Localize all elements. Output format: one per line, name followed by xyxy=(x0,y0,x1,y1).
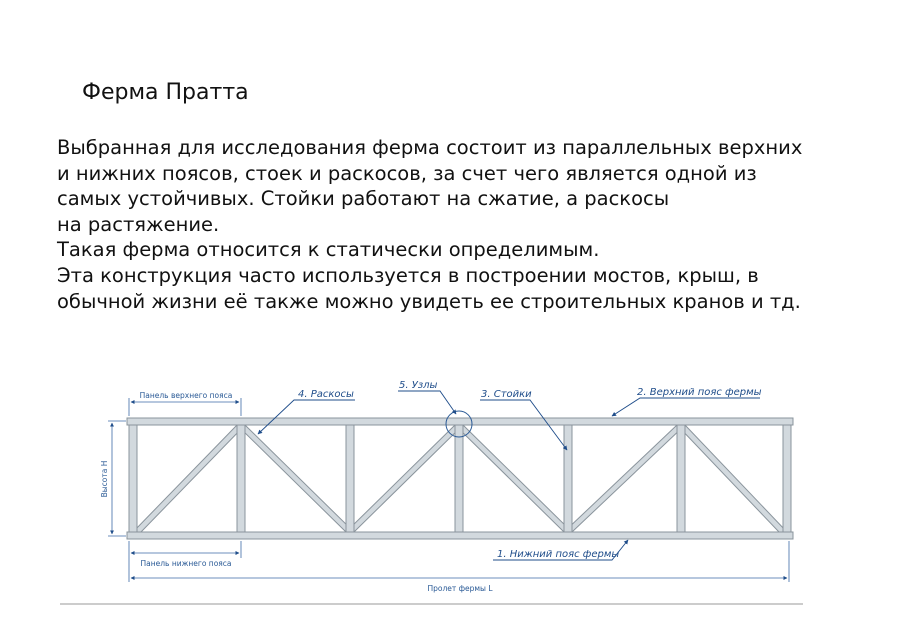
vertical-post xyxy=(237,423,245,534)
paragraph-line: самых устойчивых. Стойки работают на сжатие, а раскосы xyxy=(57,187,670,211)
top-chord-label: 2. Верхний пояс фермы xyxy=(637,387,762,398)
vertical-post xyxy=(346,423,354,534)
diagonal-member xyxy=(133,425,245,532)
diagonal-member xyxy=(455,425,572,532)
paragraph-line: и нижних поясов, стоек и раскосов, за счет чего является одной из xyxy=(57,161,757,185)
nodes-label: 5. Узлы xyxy=(399,380,438,391)
diagonal-member xyxy=(346,425,463,532)
top-chord xyxy=(127,418,793,425)
diagonals-label: 4. Раскосы xyxy=(298,389,354,400)
span-label: Пролет фермы L xyxy=(427,584,493,593)
diagonal-member xyxy=(564,425,685,532)
bottom-chord xyxy=(127,532,793,539)
top-panel-label: Панель верхнего пояса xyxy=(139,391,233,400)
posts-label: 3. Стойки xyxy=(481,389,532,400)
diagonals-leader xyxy=(258,400,355,434)
pratt-truss-diagram xyxy=(0,360,900,638)
page-title: Ферма Пратта xyxy=(82,80,249,105)
vertical-post xyxy=(564,423,572,534)
description-paragraph xyxy=(57,135,877,314)
vertical-post xyxy=(455,423,463,534)
vertical-post xyxy=(783,423,791,534)
nodes-leader xyxy=(398,391,456,414)
height-label: Высота H xyxy=(100,460,109,498)
paragraph-line: обычной жизни её также можно увидеть ее строительных кранов и тд. xyxy=(57,289,801,313)
paragraph-line: на растяжение. xyxy=(57,212,220,236)
truss-structure xyxy=(127,418,793,539)
paragraph-line: Эта конструкция часто используется в построении мостов, крыш, в xyxy=(57,263,759,287)
paragraph-line: Такая ферма относится к статически определимым. xyxy=(57,238,600,262)
bottom-chord-label: 1. Нижний пояс фермы xyxy=(497,549,620,560)
paragraph-line: Выбранная для исследования ферма состоит из параллельных верхних xyxy=(57,136,803,159)
top-chord-leader xyxy=(612,398,760,416)
vertical-post xyxy=(677,423,685,534)
diagonal-member xyxy=(237,425,354,532)
vertical-post xyxy=(129,423,137,534)
diagonal-member xyxy=(677,425,787,532)
bottom-panel-label: Панель нижнего пояса xyxy=(140,559,232,568)
